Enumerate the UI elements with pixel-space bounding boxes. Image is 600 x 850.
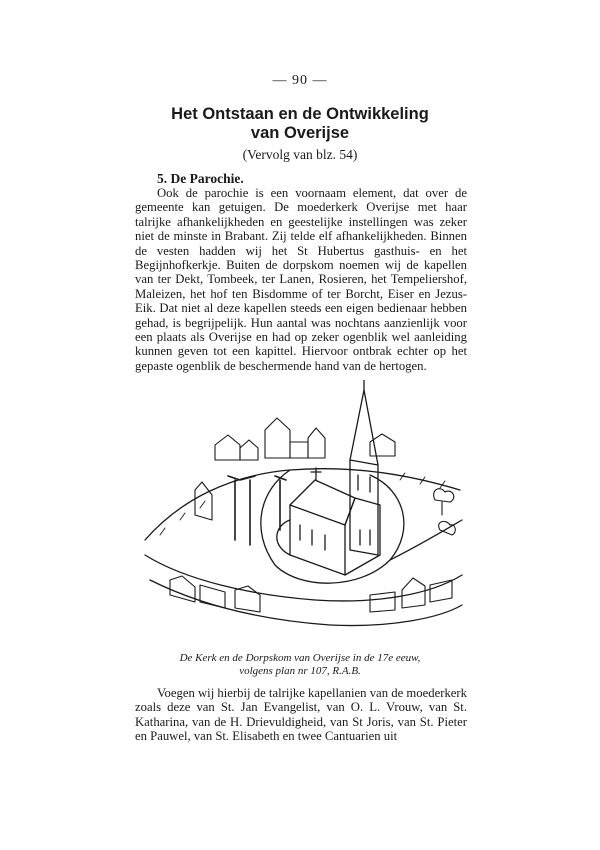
- paragraph-2-text: Voegen wij hierbij de talrijke kapellanien van de moederkerk zoals deze van St. Jan Evangelist, van O. L. Vrouw, van St. Katharina, van de H. Drievuldigheid, van St Joris, van St. Pieter en Pauwel, van St. Elisabeth en twee Cantuarien uit: [135, 686, 467, 744]
- church: [277, 380, 380, 575]
- caption-line-2: volgens plan nr 107, R.A.B.: [239, 665, 361, 677]
- title-line-1: Het Ontstaan en de Ontwikkeling: [171, 105, 429, 123]
- left-house: [195, 482, 212, 520]
- section-heading: 5. De Parochie.: [157, 171, 244, 186]
- body-paragraph-2: [135, 686, 467, 744]
- page-number: — 90 —: [272, 73, 328, 88]
- figure-caption: [130, 652, 470, 678]
- houses-top-row: [215, 418, 395, 460]
- trees-right: [434, 489, 456, 535]
- caption-line-1: De Kerk en de Dorpskom van Overijse in de 17e eeuw,: [179, 652, 421, 664]
- page-title: [0, 105, 600, 143]
- subtitle: (Vervolg van blz. 54): [242, 147, 358, 162]
- body-paragraph-1: [135, 186, 467, 373]
- title-line-2: van Overijse: [250, 124, 350, 142]
- village-church-illustration: [140, 380, 465, 648]
- paragraph-1-text: Ook de parochie is een voornaam element, dat over de gemeente kan getuigen. De moederkerk Overijse met haar talrijke afhankelijkheden en geestelijke instellingen was zeker niet de minste in Brabant. Zij telde elf afhankelijkheden. Binnen de vesten hadden wij het St Hubertus gasthuis- en het Begijnhofkerkje. Buiten de dorpskom noemen wij de kapellen van ter Dekt, Tombeek, ter Lanen, Rosieren, het Tempeliershof, Maleizen, het hof ten Bisdomme of ter Borcht, Eiser en Jezus-Eik. Dat niet al deze kapellen steeds een eigen bedienaar hebben gehad, is begrijpelijk. Hun aantal was nochtans aanzienlijk voor een plaats als Overijse en had op zeker ogenblik wel aanleiding kunnen geven tot een kapittel. Hiervoor ontbrak echter op het gepaste ogenblik de beschermende hand van de hertogen.: [135, 186, 467, 373]
